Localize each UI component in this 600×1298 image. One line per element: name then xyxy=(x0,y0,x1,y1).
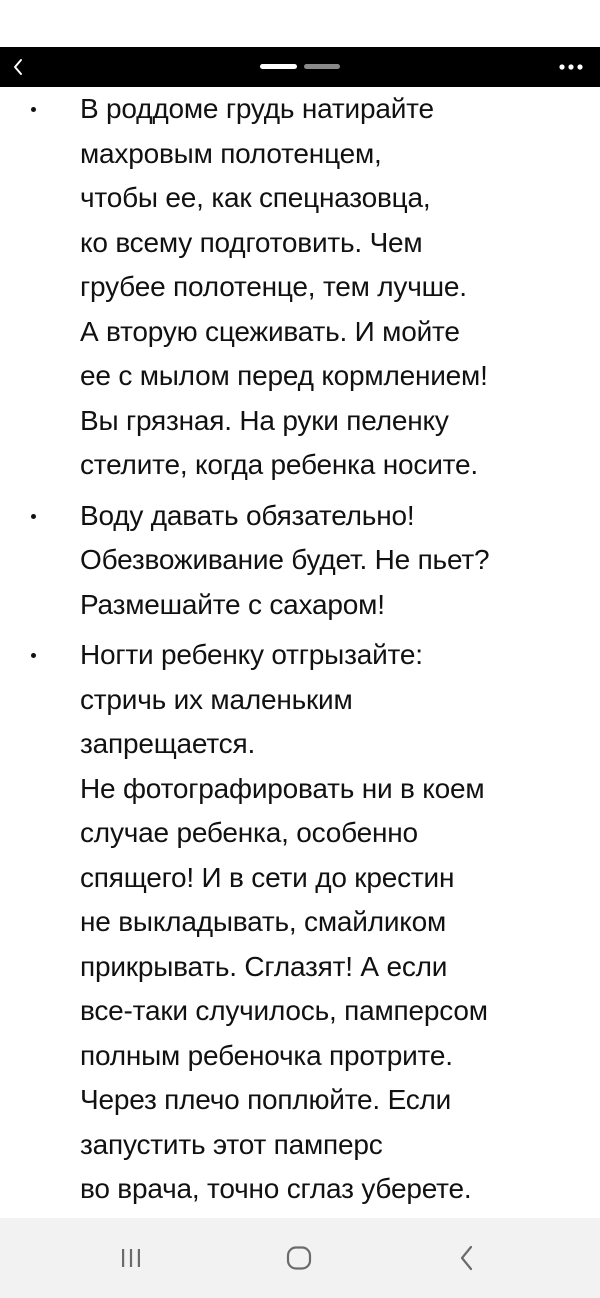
text-line: стричь их маленьким xyxy=(80,683,353,715)
page-indicator xyxy=(260,64,340,70)
text-line: А вторую сцеживать. И мойте xyxy=(80,315,460,347)
text-line: полным ребеночка протрите. xyxy=(80,1039,453,1071)
nav-back-button[interactable] xyxy=(437,1238,497,1278)
text-line: во врача, точно сглаз уберете. xyxy=(80,1173,472,1204)
text-line: не выкладывать, смайликом xyxy=(80,906,447,937)
text-line: все-таки случилось, памперсом xyxy=(80,995,488,1026)
bullet-icon xyxy=(31,107,36,112)
text-line: Не фотографировать ни в коем xyxy=(80,772,485,804)
text-line: случае ребенка, особенно xyxy=(80,817,418,848)
text-line: ко всему подготовить. Чем xyxy=(80,226,423,258)
page-indicator-inactive xyxy=(304,64,340,69)
home-button[interactable] xyxy=(269,1238,329,1278)
text-line: махровым полотенцем, xyxy=(80,137,382,169)
text-line: Вы грязная. На руки пеленку xyxy=(80,404,449,436)
text-line: Ногти ребенку отгрызайте: xyxy=(80,639,423,670)
list-item xyxy=(0,87,600,488)
back-button[interactable] xyxy=(6,53,30,81)
more-horizontal-icon xyxy=(558,63,584,71)
text-line: В роддоме грудь натирайте xyxy=(80,93,434,124)
text-line: грубее полотенце, тем лучше. xyxy=(80,271,467,302)
page-indicator-active xyxy=(260,64,297,69)
text-line: стелите, когда ребенка носите. xyxy=(80,449,478,480)
bullet-icon xyxy=(31,653,36,658)
back-icon xyxy=(457,1244,477,1272)
list-item xyxy=(0,494,600,628)
list-item xyxy=(0,633,600,1212)
text-line: спящего! И в сети до крестин xyxy=(80,861,455,893)
recent-apps-icon xyxy=(119,1246,143,1270)
text-line: запрещается. xyxy=(80,728,256,759)
text-line: запустить этот памперс xyxy=(80,1128,383,1160)
home-icon xyxy=(285,1244,313,1272)
recent-apps-button[interactable] xyxy=(101,1238,161,1278)
text-line: Обезвоживание будет. Не пьет? xyxy=(80,544,490,575)
text-line: прикрывать. Сглазят! А если xyxy=(80,950,448,982)
text-line: Воду давать обязательно! xyxy=(80,499,415,531)
system-nav-bar xyxy=(0,1218,600,1298)
text-line: чтобы ее, как спецназовца, xyxy=(80,182,431,213)
text-line: Размешайте с сахаром! xyxy=(80,588,385,620)
text-line: Через плечо поплюйте. Если xyxy=(80,1084,452,1115)
article-content xyxy=(0,87,600,1218)
top-bar xyxy=(0,47,600,87)
status-area xyxy=(0,0,600,47)
text-line: ее с мылом перед кормлением! xyxy=(80,360,488,391)
bullet-icon xyxy=(31,514,36,519)
chevron-left-icon xyxy=(11,57,25,77)
more-button[interactable] xyxy=(556,57,586,77)
